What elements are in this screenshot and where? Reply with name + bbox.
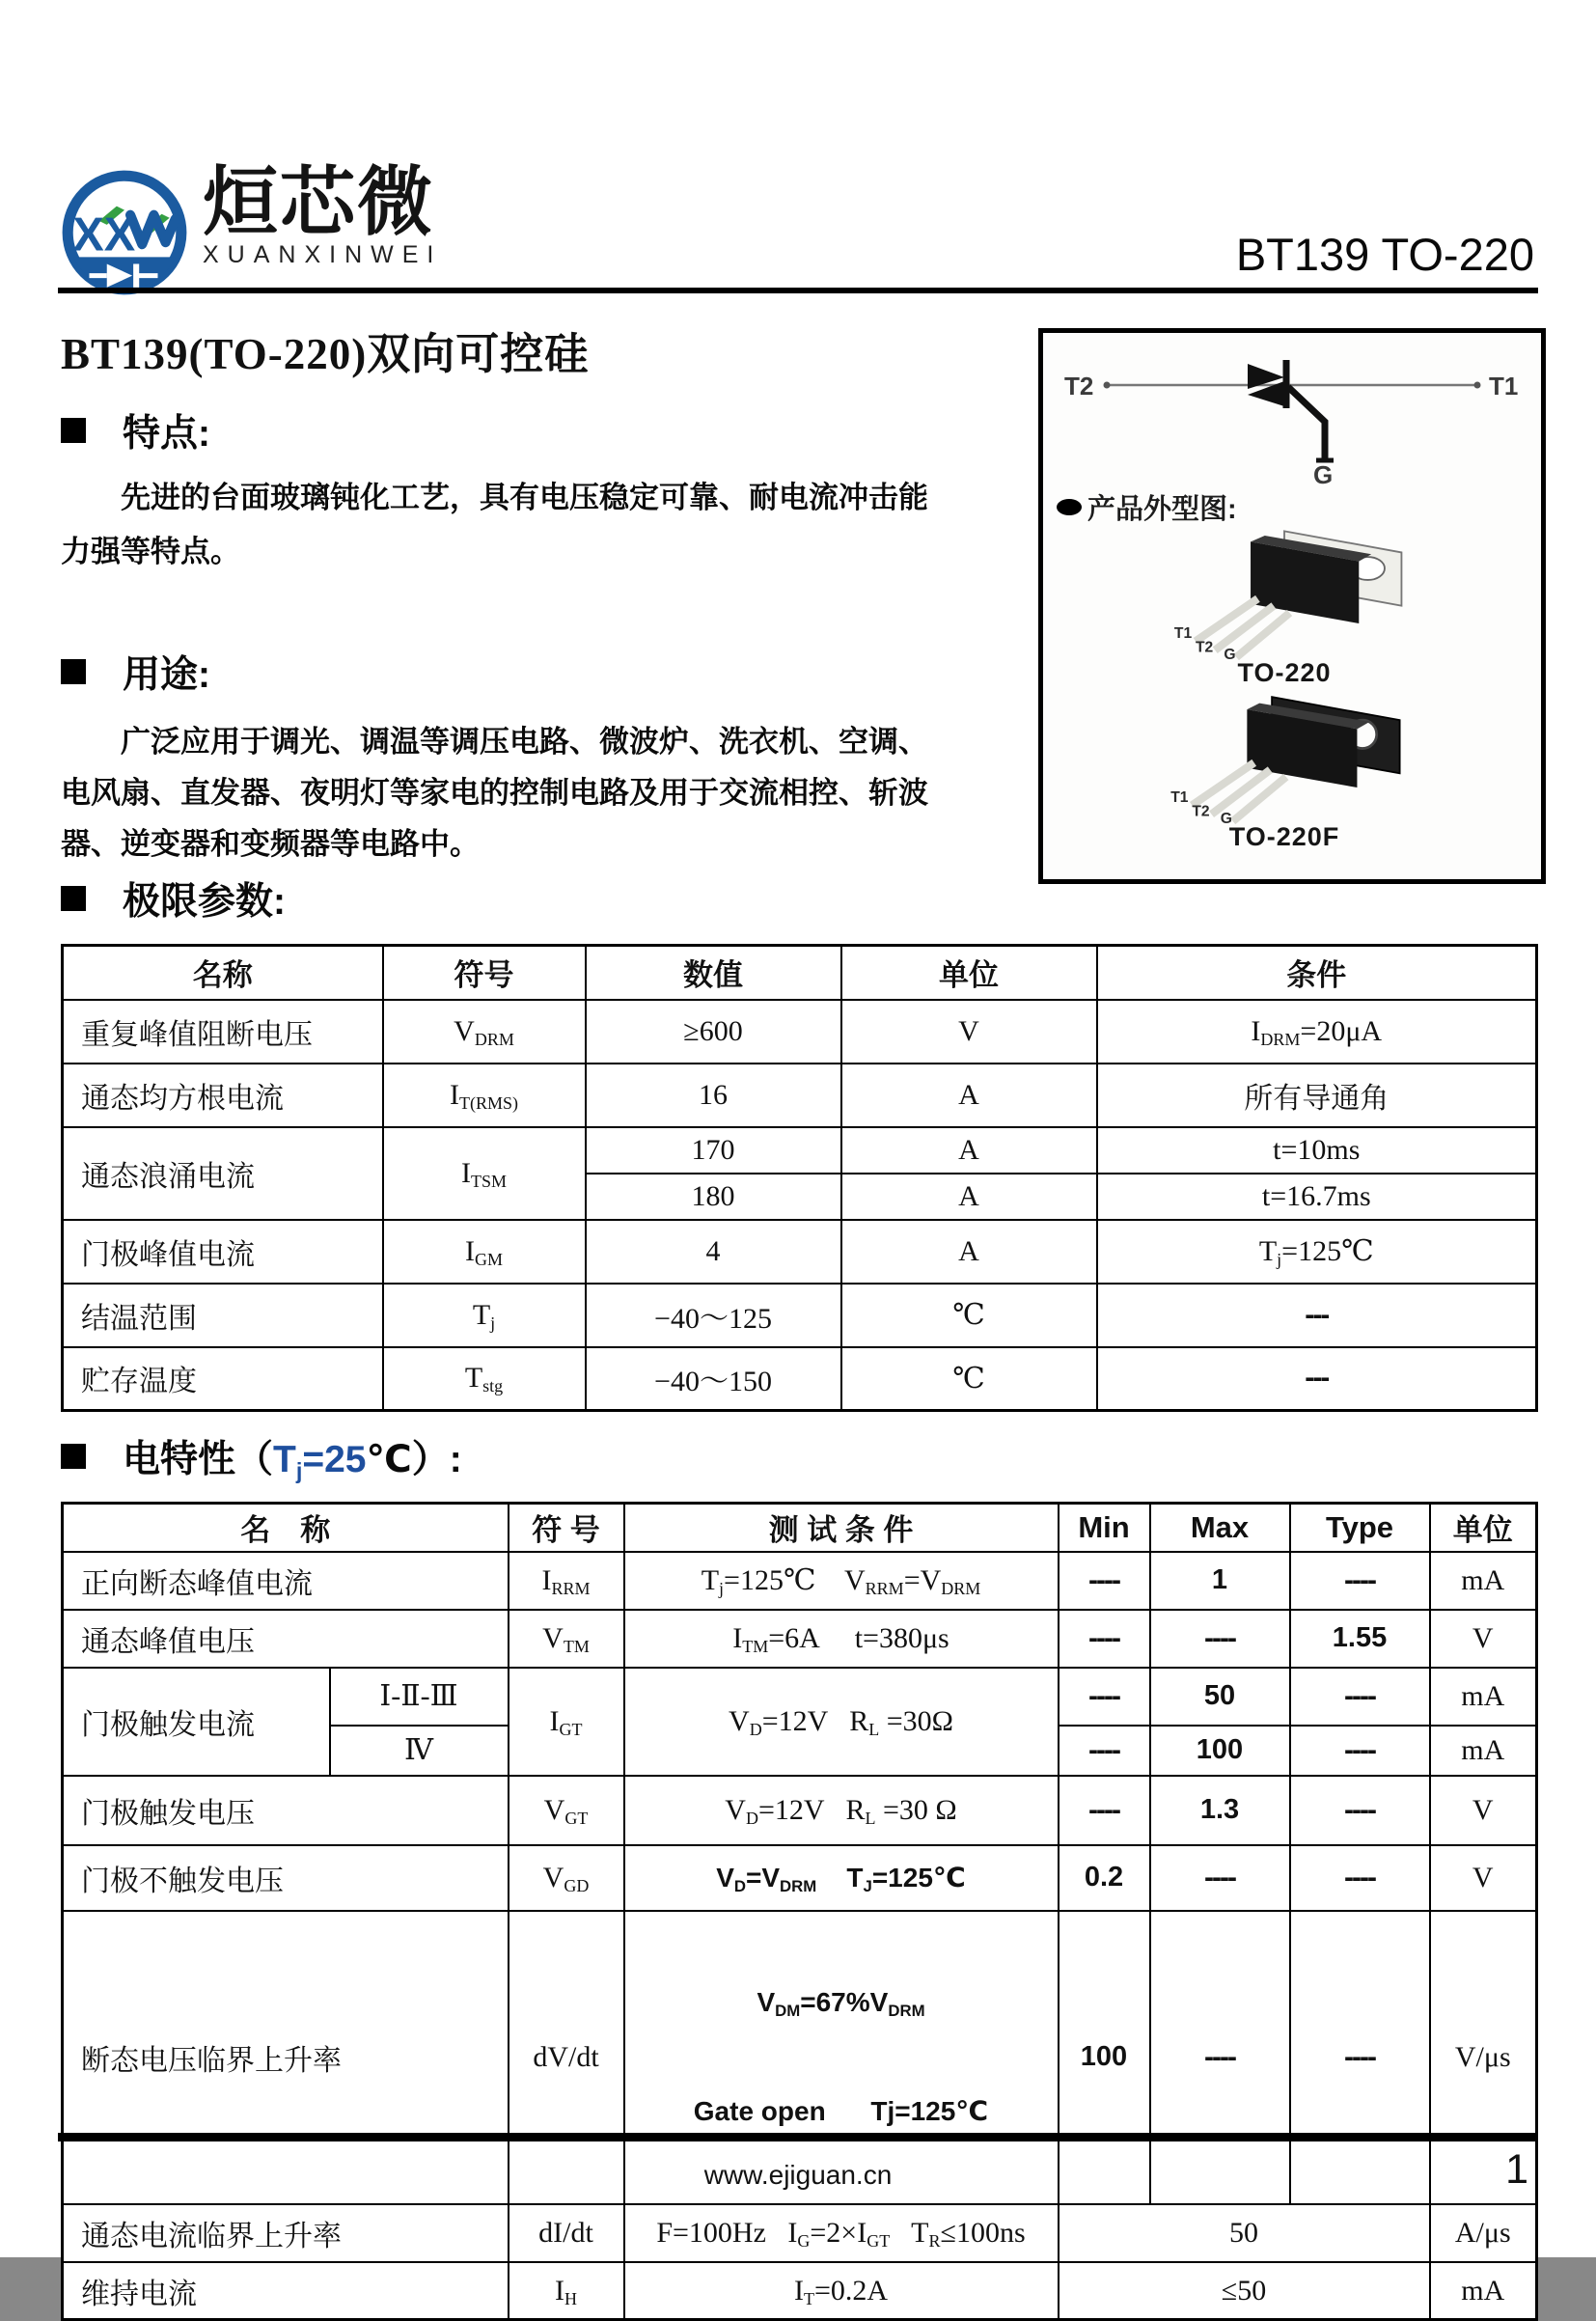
col-header-name: 名称 — [63, 946, 383, 1000]
cell-max: 50 — [1150, 1668, 1290, 1726]
cell-unit: V — [1430, 1610, 1537, 1668]
cell-type: ---- — [1290, 1726, 1430, 1776]
col-header-max: Max — [1150, 1504, 1290, 1552]
cell-unit: ℃ — [841, 1284, 1097, 1347]
cell-value: ≥600 — [586, 1000, 841, 1064]
cell-name: 贮存温度 — [63, 1347, 383, 1411]
cell-condition: $I_{DRM}=20\mu A$ — [1097, 1000, 1537, 1064]
cell-unit: mA — [1430, 2262, 1537, 2320]
table-row — [63, 1220, 1537, 1284]
cell-value: 16 — [586, 1064, 841, 1127]
cell-symbol: $I_{GT}$ — [509, 1668, 624, 1776]
cell-unit: A/μs — [1430, 2204, 1537, 2262]
cell-type: ---- — [1290, 1776, 1430, 1845]
package-caption: TO-220F — [1228, 822, 1340, 851]
cell-symbol: $I_{TSM}$ — [383, 1127, 586, 1220]
triac-symbol-figure — [1043, 339, 1531, 489]
to-220f-package-image — [1120, 688, 1448, 827]
cell-max: 1.3 — [1150, 1776, 1290, 1845]
section-title: 特点: — [123, 413, 210, 455]
cell-name: 通态均方根电流 — [63, 1064, 383, 1127]
to-220f-package-figure — [1120, 688, 1448, 852]
col-header-unit: 单位 — [1430, 1504, 1537, 1552]
table-row — [63, 2262, 1537, 2320]
applications-line: 广泛应用于调光、调温等调压电路、微波炉、洗衣机、空调、 — [121, 725, 928, 759]
col-header-name: 名 称 — [63, 1504, 509, 1552]
cell-type: ---- — [1290, 1911, 1430, 2204]
cell-symbol: $T_{stg}$ — [383, 1347, 586, 1411]
section-bullet-icon — [61, 418, 86, 443]
cell-name: 结温范围 — [63, 1284, 383, 1347]
features-body — [61, 471, 1026, 579]
pin-label-g: G — [1224, 646, 1236, 663]
cell-min: ---- — [1059, 1726, 1150, 1776]
brand-name-en: XUANXINWEI — [203, 241, 443, 268]
cell-max: 1 — [1150, 1552, 1290, 1610]
cell-symbol: $T_j$ — [383, 1284, 586, 1347]
cell-min: ---- — [1059, 1668, 1150, 1726]
section-bullet-icon — [61, 1444, 86, 1469]
cell-unit: V — [1430, 1845, 1537, 1911]
applications-section-heading — [61, 645, 210, 699]
logo-mark-icon — [56, 164, 193, 301]
electrical-table — [61, 1502, 1538, 2321]
page-number: 1 — [1505, 2146, 1528, 2193]
cell-symbol: $V_{GD}$ — [509, 1845, 624, 1911]
section-title: 极限参数: — [123, 881, 286, 923]
cell-symbol: $I_{RRM}$ — [509, 1552, 624, 1610]
cell-value: 170 — [586, 1127, 841, 1174]
table-row — [63, 1284, 1537, 1347]
section-bullet-icon — [61, 659, 86, 684]
cell-unit: A — [841, 1064, 1097, 1127]
cell-quadrant: Ⅰ-Ⅱ-Ⅲ — [330, 1668, 509, 1726]
package-caption: TO-220 — [1237, 658, 1332, 687]
table-row — [63, 1552, 1537, 1610]
col-header-unit: 单位 — [841, 946, 1097, 1000]
col-header-value: 数值 — [586, 946, 841, 1000]
cell-condition: F=100Hz $I_G=2\times I_{GT}$ $T_R\le 100ns$ — [624, 2204, 1059, 2262]
pin-label-t1: T1 — [1170, 788, 1189, 806]
table-header-row — [63, 1504, 1537, 1552]
cell-unit: ℃ — [841, 1347, 1097, 1411]
to-220-package-image — [1120, 524, 1448, 663]
outline-label — [1057, 487, 1237, 527]
cell-condition: --- — [1097, 1284, 1537, 1347]
pin-label-t2: T2 — [1192, 803, 1210, 820]
product-outline-box — [1038, 328, 1546, 884]
cell-value: 4 — [586, 1220, 841, 1284]
cell-type: 1.55 — [1290, 1610, 1430, 1668]
terminal-t2-label: T2 — [1064, 372, 1094, 401]
table-row — [63, 1668, 1537, 1726]
electrical-section-heading — [61, 1429, 462, 1483]
tj-condition: $T_j=25$ — [273, 1439, 367, 1483]
footer-rule — [58, 2133, 1538, 2141]
section-title: 用途: — [123, 654, 210, 696]
pin-label-t1: T1 — [1173, 624, 1193, 642]
terminal-t1-label: T1 — [1489, 372, 1519, 401]
cell-unit: mA — [1430, 1552, 1537, 1610]
ratings-table — [61, 944, 1538, 1412]
footer-url: www.ejiguan.cn — [703, 2160, 893, 2190]
cell-condition: $V_D=V_{DRM}$ $T_J=125℃$ — [624, 1845, 1059, 1911]
cell-name: 通态电流临界上升率 — [63, 2204, 509, 2262]
cell-unit: V — [1430, 1776, 1537, 1845]
table-row — [63, 1845, 1537, 1911]
cell-type: ---- — [1290, 1668, 1430, 1726]
table-row — [63, 2204, 1537, 2262]
logo-wave-icon — [130, 215, 176, 244]
cell-max: ---- — [1150, 1610, 1290, 1668]
part-number: BT139 TO-220 — [1235, 229, 1534, 280]
col-header-type: Type — [1290, 1504, 1430, 1552]
cell-min: ---- — [1059, 1552, 1150, 1610]
company-logo — [56, 159, 443, 301]
features-line: 先进的台面玻璃钝化工艺，具有电压稳定可靠、耐电流冲击能 — [121, 481, 928, 514]
page-title: BT139(TO-220)双向可控硅 — [61, 330, 590, 378]
cell-max: ---- — [1150, 1845, 1290, 1911]
header-rule — [58, 288, 1538, 293]
table-row — [63, 1610, 1537, 1668]
col-header-symbol: 符号 — [383, 946, 586, 1000]
cell-name: 通态峰值电压 — [63, 1610, 509, 1668]
cell-condition: --- — [1097, 1347, 1537, 1411]
cell-min: ---- — [1059, 1610, 1150, 1668]
col-header-conditions: 测 试 条 件 — [624, 1504, 1059, 1552]
cell-condition: $V_D=12V$ $R_L =30\Omega$ — [624, 1668, 1059, 1776]
cell-min: 0.2 — [1059, 1845, 1150, 1911]
cell-condition: $T_j=125℃$ $V_{RRM}=V_{DRM}$ — [624, 1552, 1059, 1610]
cell-condition: $V_D=12V$ $R_L =30$ Ω — [624, 1776, 1059, 1845]
cell-name: 门极不触发电压 — [63, 1845, 509, 1911]
table-row — [63, 1064, 1537, 1127]
pin-label-g: G — [1220, 810, 1232, 827]
cell-condition: $I_{TM}=6A$ t=380μs — [624, 1610, 1059, 1668]
cell-condition: 所有导通角 — [1097, 1064, 1537, 1127]
cell-symbol: $I_{T(RMS)}$ — [383, 1064, 586, 1127]
cell-quadrant: Ⅳ — [330, 1726, 509, 1776]
col-header-symbol: 符 号 — [509, 1504, 624, 1552]
cell-value: 180 — [586, 1174, 841, 1220]
cell-max: 100 — [1150, 1726, 1290, 1776]
cell-min: 100 — [1059, 1911, 1150, 2204]
cell-condition: t=10ms — [1097, 1127, 1537, 1174]
cell-unit: A — [841, 1174, 1097, 1220]
gate-label: G — [1313, 460, 1334, 489]
outline-label-text: 产品外型图: — [1087, 494, 1237, 525]
table-row — [63, 1776, 1537, 1845]
cell-name: 门极峰值电流 — [63, 1220, 383, 1284]
brand-name-cn: 烜芯微 — [203, 159, 435, 244]
cell-merged-value: 50 — [1059, 2204, 1430, 2262]
cell-name: 门极触发电流 — [63, 1668, 330, 1776]
table-header-row — [63, 946, 1537, 1000]
to-220-package-figure — [1120, 524, 1448, 688]
cell-value: −40～150 — [586, 1347, 841, 1411]
cell-merged-value: ≤50 — [1059, 2262, 1430, 2320]
table-row — [63, 1347, 1537, 1411]
applications-body — [61, 716, 1035, 870]
cell-type: ---- — [1290, 1552, 1430, 1610]
cell-min: ---- — [1059, 1776, 1150, 1845]
pin-label-t2: T2 — [1196, 639, 1214, 656]
cell-symbol: $I_{GM}$ — [383, 1220, 586, 1284]
features-section-heading — [61, 403, 210, 457]
cell-unit: A — [841, 1127, 1097, 1174]
ratings-section-heading — [61, 871, 286, 926]
cell-max: ---- — [1150, 1911, 1290, 2204]
cell-name: 正向断态峰值电流 — [63, 1552, 509, 1610]
features-line: 力强等特点。 — [61, 535, 240, 568]
cell-symbol: $I_H$ — [509, 2262, 624, 2320]
cell-unit: V — [841, 1000, 1097, 1064]
table-row — [63, 1127, 1537, 1174]
col-header-condition: 条件 — [1097, 946, 1537, 1000]
cell-unit: V/μs — [1430, 1911, 1537, 2204]
cell-condition: t=16.7ms — [1097, 1174, 1537, 1220]
cell-symbol: $V_{GT}$ — [509, 1776, 624, 1845]
cell-name: 通态浪涌电流 — [63, 1127, 383, 1220]
section-title: 电特性$(T_j=25℃)$: — [123, 1439, 462, 1483]
applications-line: 电风扇、直发器、夜明灯等家电的控制电路及用于交流相控、斩波 — [61, 776, 928, 810]
cell-condition: $V_{DM}=67\%V_{DRM}$ Gate open Tj=125℃ — [624, 1911, 1059, 2204]
logo-monogram: XX — [72, 208, 136, 262]
cell-condition: $I_T=0.2A$ — [624, 2262, 1059, 2320]
cell-condition: $T_j=125℃$ — [1097, 1220, 1537, 1284]
cell-symbol: $V_{DRM}$ — [383, 1000, 586, 1064]
cell-name: 维持电流 — [63, 2262, 509, 2320]
cell-value: −40～125 — [586, 1284, 841, 1347]
cell-name: 断态电压临界上升率 — [63, 1911, 509, 2204]
cell-unit: mA — [1430, 1668, 1537, 1726]
section-bullet-icon — [61, 886, 86, 911]
bullet-dot-icon — [1057, 499, 1082, 515]
cell-type: ---- — [1290, 1845, 1430, 1911]
col-header-min: Min — [1059, 1504, 1150, 1552]
cell-unit: mA — [1430, 1726, 1537, 1776]
cell-unit: A — [841, 1220, 1097, 1284]
cell-symbol: dI/dt — [509, 2204, 624, 2262]
cell-symbol: dV/dt — [509, 1911, 624, 2204]
table-row — [63, 1000, 1537, 1064]
applications-line: 器、逆变器和变频器等电路中。 — [61, 827, 480, 861]
cell-name: 重复峰值阻断电压 — [63, 1000, 383, 1064]
cell-symbol: $V_{TM}$ — [509, 1610, 624, 1668]
cell-name: 门极触发电压 — [63, 1776, 509, 1845]
